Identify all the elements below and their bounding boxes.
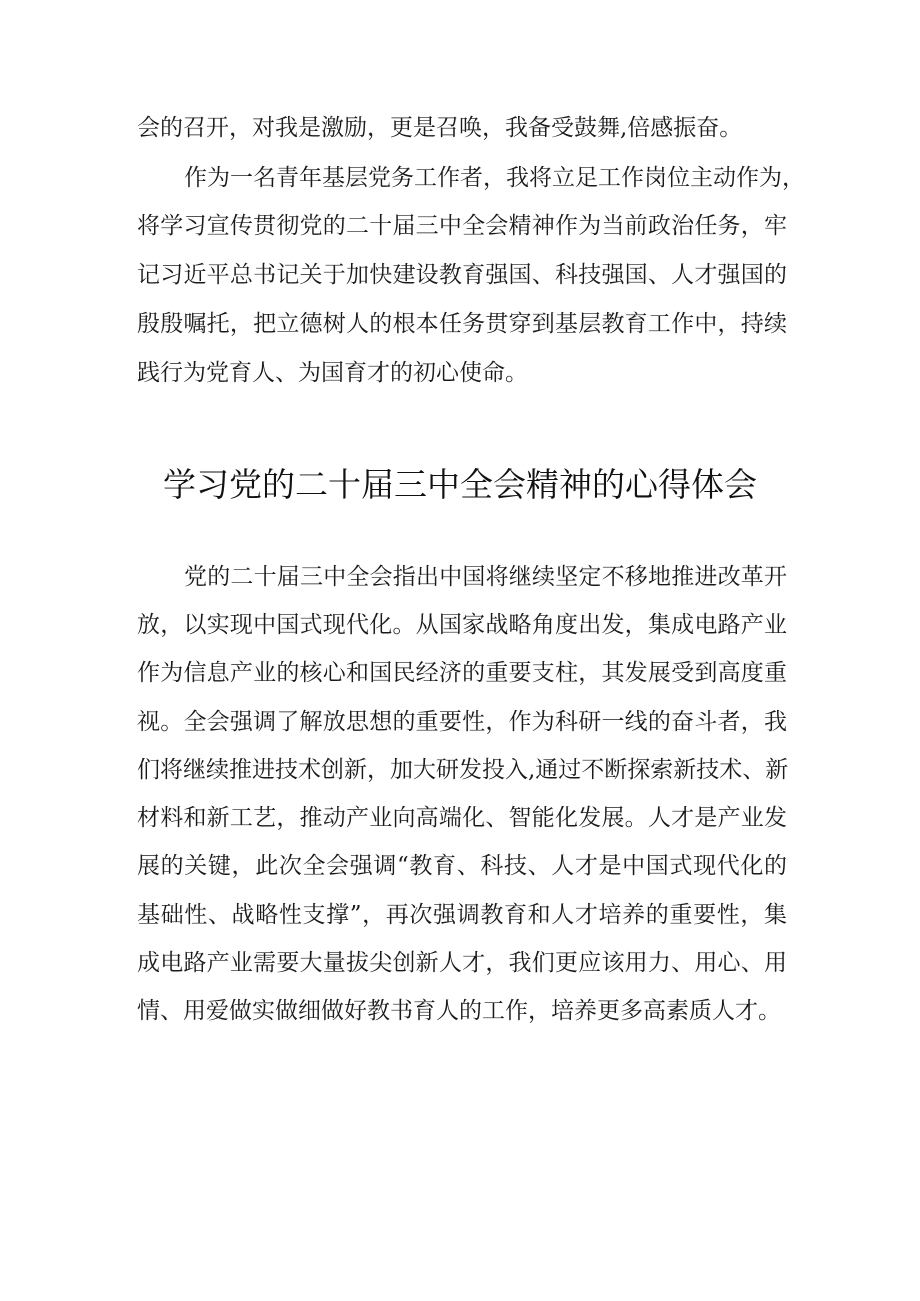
- paragraph-line: 殷殷嘱托，把立德树人的根本任务贯穿到基层教育工作中，持续: [137, 311, 787, 337]
- paragraph-line: 作为一名青年基层党务工作者，我将立足工作岗位主动作为，: [184, 165, 805, 191]
- paragraph-line: 展的关键，此次全会强调“教育、科技、人才是中国式现代化的: [137, 853, 787, 879]
- paragraph-line: 践行为党育人、为国育才的初心使命。: [137, 360, 528, 386]
- paragraph-line: 作为信息产业的核心和国民经济的重要支柱，其发展受到高度重: [137, 660, 787, 686]
- paragraph-line: 情、用爱做实做细做好教书育人的工作，培养更多高素质人才。: [137, 998, 781, 1024]
- paragraph-line: 记习近平总书记关于加快建设教育强国、科技强国、人才强国的: [137, 262, 787, 288]
- paragraph-line: 将学习宣传贯彻党的二十届三中全会精神作为当前政治任务，牢: [137, 213, 787, 239]
- paragraph-line: 党的二十届三中全会指出中国将继续坚定不移地推进改革开: [184, 564, 787, 590]
- paragraph-line: 放，以实现中国式现代化。从国家战略角度出发，集成电路产业: [137, 612, 787, 638]
- paragraph-line: 基础性、战略性支撑”，再次强调教育和人才培养的重要性，集: [137, 902, 787, 928]
- section-heading: 学习党的二十届三中全会精神的心得体会: [163, 465, 757, 504]
- paragraph-line: 视。全会强调了解放思想的重要性，作为科研一线的奋斗者，我: [137, 709, 787, 735]
- paragraph-line: 会的召开，对我是激励，更是召唤，我备受鼓舞,倍感振奋。: [137, 115, 743, 141]
- paragraph-line: 材料和新工艺，推动产业向高端化、智能化发展。人才是产业发: [137, 805, 787, 831]
- paragraph-line: 们将继续推进技术创新，加大研发投入,通过不断探索新技术、新: [137, 757, 789, 783]
- paragraph-line: 成电路产业需要大量拔尖创新人才，我们更应该用力、用心、用: [137, 950, 787, 976]
